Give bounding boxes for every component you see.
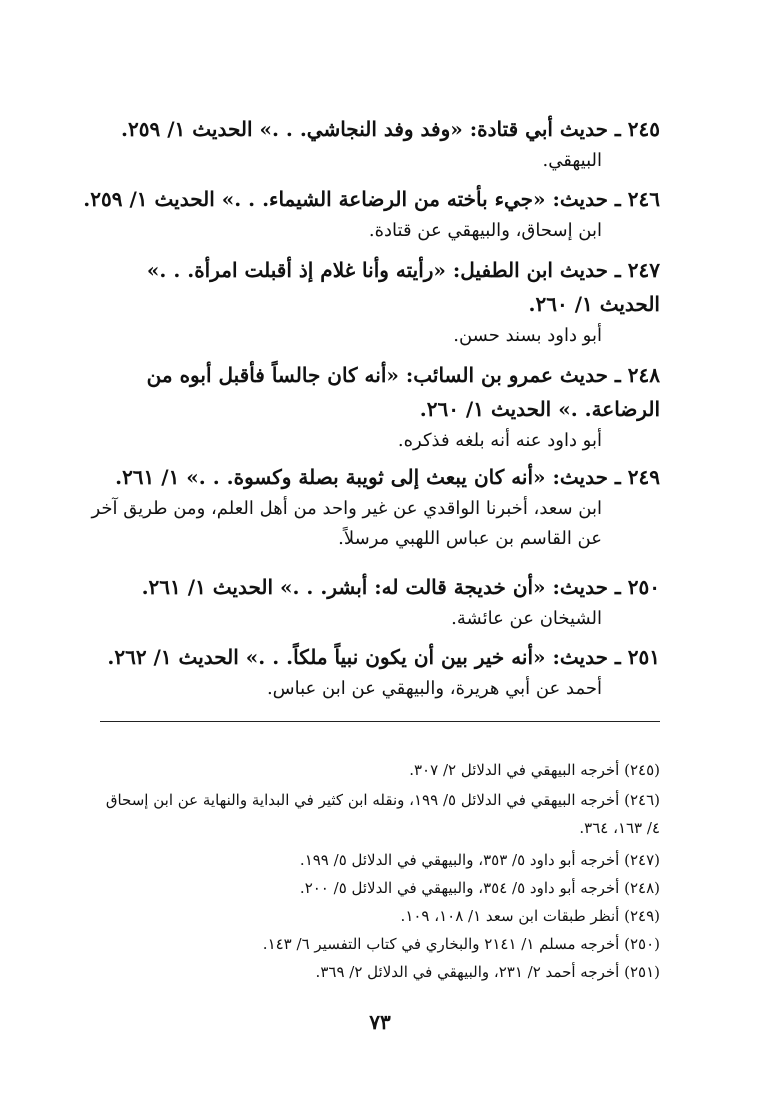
entry-number: ٢٤٦: [627, 187, 660, 211]
entry-heading: [80, 182, 660, 216]
footnote-248: (٢٤٨) أخرجه أبو داود ٥/ ٣٥٤، والبيهقي في الدلائل ٥/ ٢٠٠.: [299, 879, 660, 897]
entry-text: ـ حديث ابن الطفيل: «رأيته وأنا غلام إذ أقبلت امرأة. . .» الحديث ١/ ٢٦٠.: [146, 258, 660, 316]
entry-text: ـ حديث أبي قتادة: «وفد وفد النجاشي. . .» الحديث ١/ ٢٥٩.: [121, 117, 621, 141]
hadith-entry-248: [80, 358, 660, 456]
entry-text: ـ حديث: «أن خديجة قالت له: أبشر. . .» الحديث ١/ ٢٦١.: [141, 575, 621, 599]
entry-source: أبو داود عنه أنه بلغه فذكره.: [397, 430, 602, 451]
hadith-entry-246: [80, 182, 660, 246]
entry-heading: [80, 253, 660, 321]
entry-text: ـ حديث: «جيء بأخته من الرضاعة الشيماء. . .» الحديث ١/ ٢٥٩.: [83, 187, 621, 211]
entry-text: ـ حديث: «أنه خير بين أن يكون نبياً ملكاً. . .» الحديث ١/ ٢٦٢.: [107, 645, 621, 669]
entry-number: ٢٥٠: [627, 575, 660, 599]
entry-source: الشيخان عن عائشة.: [451, 608, 602, 629]
entry-text: ـ حديث: «أنه كان يبعث إلى ثويبة بصلة وكسوة. . .» ١/ ٢٦١.: [115, 465, 621, 489]
entry-number: ٢٤٧: [627, 258, 660, 282]
entry-source: أحمد عن أبي هريرة، والبيهقي عن ابن عباس.: [266, 678, 602, 699]
entry-heading: [80, 640, 660, 674]
footnote-245: (٢٤٥) أخرجه البيهقي في الدلائل ٢/ ٣٠٧.: [409, 761, 660, 779]
entry-source: البيهقي.: [542, 150, 602, 171]
entry-heading: [80, 358, 660, 426]
entry-heading: [80, 570, 660, 604]
entry-number: ٢٤٨: [627, 363, 660, 387]
hadith-entry-249: [80, 460, 660, 554]
footnote-249: (٢٤٩) أنظر طبقات ابن سعد ١/ ١٠٨، ١٠٩.: [400, 907, 660, 925]
entry-source: ابن إسحاق، والبيهقي عن قتادة.: [368, 220, 602, 241]
hadith-entry-250: [80, 570, 660, 634]
entry-source: أبو داود بسند حسن.: [453, 325, 602, 346]
hadith-entry-251: [80, 640, 660, 704]
entry-heading: [80, 460, 660, 494]
entry-text: ـ حديث عمرو بن السائب: «أنه كان جالساً فأقبل أبوه من الرضاعة. .» الحديث ١/ ٢٦٠.: [146, 363, 660, 421]
hadith-entry-245: [80, 112, 660, 176]
entry-number: ٢٤٥: [627, 117, 660, 141]
page-number: ٧٣: [369, 1010, 391, 1034]
entry-number: ٢٥١: [627, 645, 660, 669]
entry-source: ابن سعد، أخبرنا الواقدي عن غير واحد من أهل العلم، ومن طريق آخر عن القاسم بن عباس اللهبي مرسلاً.: [91, 498, 602, 549]
footnote-divider: [100, 721, 660, 722]
footnote-246: (٢٤٦) أخرجه البيهقي في الدلائل ٥/ ١٩٩، ونقله ابن كثير في البداية والنهاية عن ابن إسحاق ٤/ ١٦٣، ٣٦٤.: [105, 791, 660, 837]
hadith-entry-247: [80, 253, 660, 351]
entry-number: ٢٤٩: [627, 465, 660, 489]
footnote-250: (٢٥٠) أخرجه مسلم ١/ ٢١٤١ والبخاري في كتاب التفسير ٦/ ١٤٣.: [262, 935, 660, 953]
footnote-251: (٢٥١) أخرجه أحمد ٢/ ٢٣١، والبيهقي في الدلائل ٢/ ٣٦٩.: [315, 963, 660, 981]
footnote-247: (٢٤٧) أخرجه أبو داود ٥/ ٣٥٣، والبيهقي في الدلائل ٥/ ١٩٩.: [299, 851, 660, 869]
entry-heading: [80, 112, 660, 146]
